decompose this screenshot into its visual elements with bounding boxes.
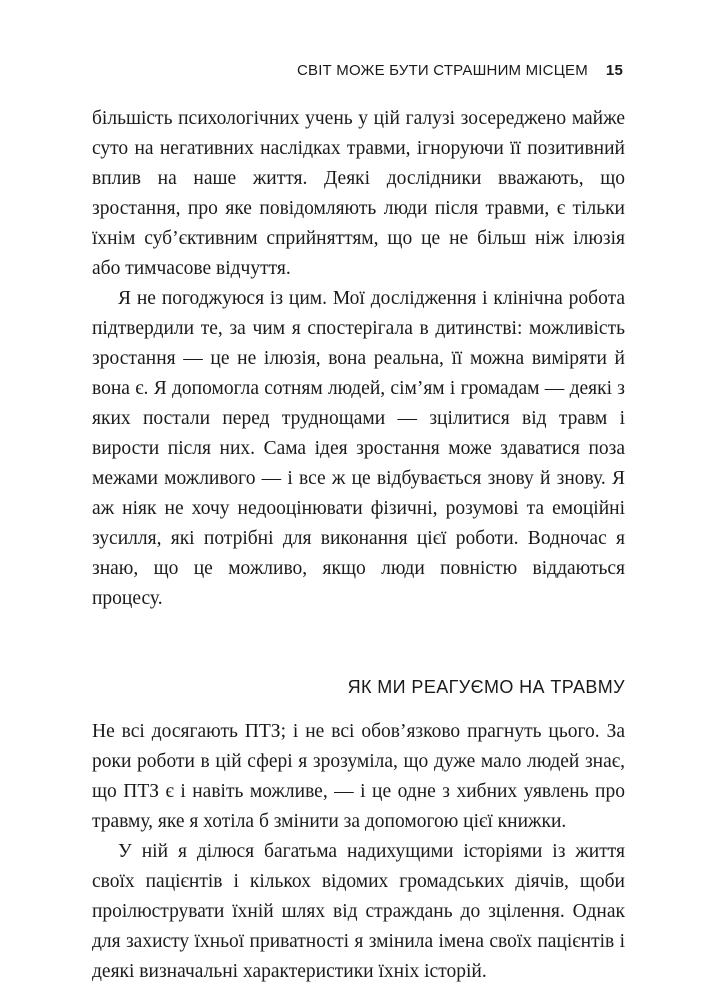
body-paragraph: більшість психологічних учень у цій галузі зосереджено майже суто на негативних наслідках травми, ігноруючи її позитивний вплив на наше життя. Деякі дослідники вважають, що зростання, про яке повідомляють люди після травми, є тільки їхнім суб’єктивним сприйняттям, що це не більш ніж ілюзія або тимчасове відчуття.: [92, 108, 625, 279]
section-heading: ЯК МИ РЕАГУЄМО НА ТРАВМУ: [347, 677, 625, 697]
running-title: СВІТ МОЖЕ БУТИ СТРАШНИМ МІСЦЕМ: [296, 62, 588, 79]
section-paragraph: Не всі досягають ПТЗ; і не всі обов’язково прагнуть цього. За роки роботи в цій сфері я зрозуміла, що дуже мало людей знає, що ПТЗ є і навіть можливе, — і це одне з хибних уявлень про травму, яке я хотіла б змінити за допомогою цієї книжки.: [92, 721, 625, 832]
body-paragraph: Я не погоджуюся із цим. Мої дослідження і клінічна робота підтвердили те, за чим я спостерігала в дитинстві: можливість зростання — це не ілюзія, вона реальна, її можна виміряти й вона є. Я допомогла сотням людей, сім’ям і громадам — деякі з яких постали перед труднощами — зцілитися від травм і вирости після них. Сама ідея зростання може здаватися поза межами можливого — і все ж це відбувається знову й знову. Я аж ніяк не хочу недооцінювати фізичні, розумові та емоційні зусилля, які потрібні для виконання цієї роботи. Водночас я знаю, що це можливо, якщо люди повністю віддаються процесу.: [92, 288, 625, 609]
page-body: [92, 104, 625, 987]
section-paragraph: У ній я ділюся багатьма надихущими історіями із життя своїх пацієнтів і кількох відомих громадських діячів, щоби проілюструвати їхній шлях від страждань до зцілення. Однак для захисту їхньої приватності я змінила імена своїх пацієнтів і деякі визначальні характеристики їхніх історій.: [92, 841, 625, 982]
page-number: 15: [605, 62, 623, 79]
running-header: [92, 62, 623, 79]
